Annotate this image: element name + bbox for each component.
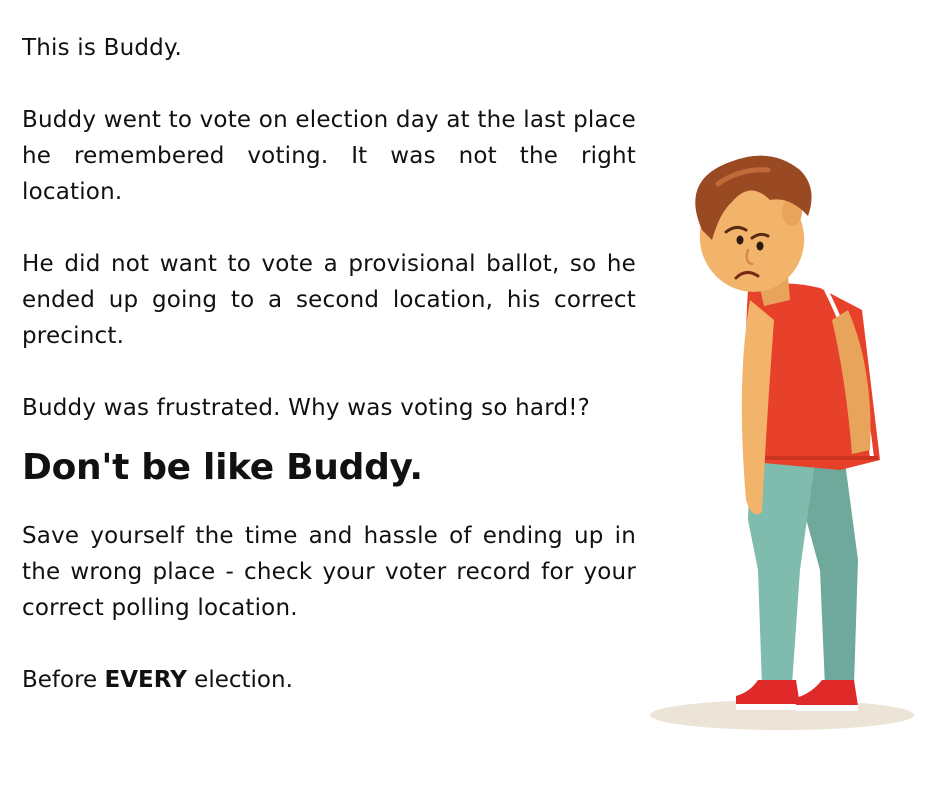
story-paragraph-3: Buddy was frustrated. Why was voting so hard!?	[22, 395, 591, 421]
story-text	[22, 30, 636, 698]
eye	[737, 236, 744, 245]
intro-text: This is Buddy.	[22, 35, 182, 61]
advice-paragraph: Save yourself the time and hassle of ending up in the wrong place - check your voter record for your correct polling location.	[22, 523, 636, 621]
headline: Don't be like Buddy.	[22, 447, 423, 488]
eye-2	[757, 242, 764, 251]
buddy-figure	[640, 140, 930, 740]
sad-buddy-illustration	[640, 140, 930, 740]
shoe-left-sole	[736, 704, 802, 710]
closing-emphasis: EVERY	[104, 667, 187, 693]
shoe-right	[796, 680, 858, 709]
story-paragraph-1: Buddy went to vote on election day at the last place he remembered voting. It was not the right location.	[22, 107, 636, 205]
closing-after: election.	[186, 667, 293, 693]
shoe-right-sole	[796, 705, 858, 711]
story-paragraph-2: He did not want to vote a provisional ballot, so he ended up going to a second location, his correct precinct.	[22, 251, 636, 349]
closing-before: Before	[22, 667, 105, 693]
shoe-left	[736, 680, 800, 708]
closing-line	[22, 662, 636, 698]
